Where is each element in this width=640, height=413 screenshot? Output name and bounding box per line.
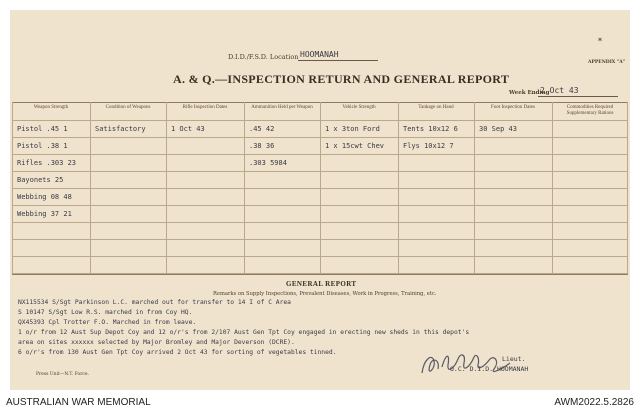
report-line: QX45393 Cpl Trotter F.O. Marched in from leave. [18, 319, 197, 326]
signature-title: O.C. D.I.D. HOOMANAH [450, 365, 529, 373]
table-cell: Flys 10x12 7 [403, 142, 454, 150]
table-cell: Pistol .38 1 [17, 142, 68, 150]
report-line: area on sites xxxxxx selected by Major Bromley and Major Deverson (DCRE). [18, 339, 295, 346]
table-row-rule [12, 188, 628, 189]
report-line: NX115534 S/Sgt Parkinson L.C. marched out for transfer to 14 I of C Area [18, 299, 291, 306]
inspection-form-card [10, 10, 630, 390]
week-ending-value: 2 Oct 43 [540, 86, 579, 95]
week-ending-underline [538, 96, 618, 97]
footer-accession: AWM2022.5.2826 [554, 397, 634, 408]
did-location-label: D.I.D./F.S.D. Location [228, 53, 299, 61]
appendix-mark: * [598, 37, 602, 46]
general-report-subheading: Remarks on Supply Inspections, Prevalent Diseases, Work in Progress, Training, etc. [213, 291, 437, 297]
table-row-rule [12, 239, 628, 240]
general-report-heading: GENERAL REPORT [286, 280, 357, 288]
location-value: HOOMANAH [300, 50, 339, 59]
signature [414, 343, 524, 383]
table-cell: Webbing 37 21 [17, 210, 72, 218]
table-cell: Rifles .303 23 [17, 159, 77, 167]
footer-institution: AUSTRALIAN WAR MEMORIAL [6, 397, 151, 408]
table-row-rule [12, 256, 628, 257]
table-cell: 1 x 3ton Ford [325, 125, 380, 133]
table-header-cell: Tankage on Hand [418, 105, 454, 110]
signature-rank: Lieut. [502, 355, 526, 363]
table-cell: Pistol .45 1 [17, 125, 68, 133]
table-cell: 1 x 15cwt Chev [325, 142, 385, 150]
press-note: Press Unit—N.T. Force. [36, 372, 89, 377]
table-row-rule [12, 222, 628, 223]
page-title: A. & Q.—INSPECTION RETURN AND GENERAL REPORT [173, 72, 510, 86]
table-row-rule [12, 171, 628, 172]
table-cell: Bayonets 25 [17, 176, 64, 184]
report-line: 1 o/r from 12 Aust Sup Depot Coy and 12 o/r's from 2/107 Aust Gen Tpt Coy engaged in erecting new sheds in this depot's [18, 329, 470, 336]
location-underline [298, 60, 378, 61]
table-row-rule [12, 154, 628, 155]
week-ending-label: Week Ending [509, 90, 550, 96]
table-bottom-rule [12, 274, 628, 275]
table-cell: .45 42 [249, 125, 275, 133]
table-cell: .38 36 [249, 142, 275, 150]
table-header-cell: Vehicle Strength [342, 105, 376, 110]
report-line: 6 o/r's from 130 Aust Gen Tpt Coy arrived 2 Oct 43 for sorting of vegetables tinned. [18, 349, 337, 356]
report-line: S 10147 S/Sgt Low R.S. marched in from Coy HQ. [18, 309, 193, 316]
inspection-table [12, 102, 628, 274]
table-cell: 30 Sep 43 [479, 125, 517, 133]
appendix-label: APPENDIX "A" [588, 60, 626, 65]
table-header-cell: Rifle Inspection Dates [182, 105, 228, 110]
table-cell: 1 Oct 43 [171, 125, 205, 133]
table-cell: .303 5984 [249, 159, 287, 167]
table-cell: Tents 10x12 6 [403, 125, 458, 133]
table-header-cell: Weapon Strength [33, 105, 69, 110]
table-header-cell: Ammunition Held per Weapon [251, 105, 313, 110]
report-body [10, 299, 630, 379]
table-header-cell: Commodities Required Supplementary Rations [566, 105, 614, 116]
table-header-cell: Condition of Weapons [105, 105, 151, 110]
table-row-rule [12, 137, 628, 138]
table-row-rule [12, 205, 628, 206]
table-cell: Satisfactory [95, 125, 146, 133]
table-cell: Webbing 08 48 [17, 193, 72, 201]
table-header-cell: Foot Inspection Dates [491, 105, 535, 110]
